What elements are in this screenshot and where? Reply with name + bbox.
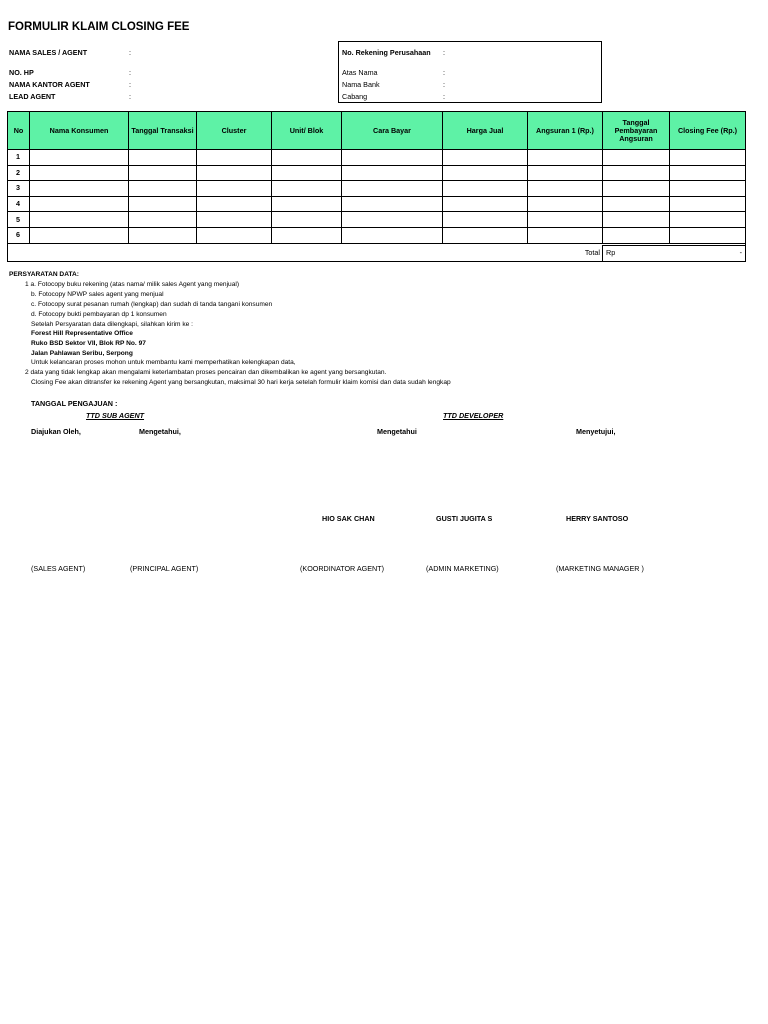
cell[interactable] xyxy=(528,181,603,197)
signer-name: GUSTI JUGITA S xyxy=(436,514,493,523)
cell[interactable] xyxy=(30,150,129,166)
row-number: 5 xyxy=(8,212,30,228)
requirements-heading: PERSYARATAN DATA: xyxy=(9,271,79,278)
requirement-item: 1 a. Fotocopy buku rekening (atas nama/ milik sales Agent yang menjual) xyxy=(25,281,240,288)
row-number: 2 xyxy=(8,165,30,181)
header-harga-jual: Harga Jual xyxy=(443,112,528,150)
signer-role: (SALES AGENT) xyxy=(31,564,86,573)
cell[interactable] xyxy=(272,181,342,197)
row-number: 1 xyxy=(8,150,30,166)
requirement-item: b. Fotocopy NPWP sales agent yang menjual xyxy=(31,291,164,298)
header-angsuran: Angsuran 1 (Rp.) xyxy=(528,112,603,150)
note-line: Untuk kelancaran proses mohon untuk membantu kami memperhatikan kelengkapan data, xyxy=(31,359,296,366)
cell[interactable] xyxy=(30,227,129,243)
address-line: Forest Hill Representative Office xyxy=(31,330,133,337)
field-label-lead-agent: LEAD AGENT xyxy=(9,92,56,101)
requirement-item: Setelah Persyaratan data dilengkapi, silahkan kirim ke : xyxy=(31,321,194,328)
cell[interactable] xyxy=(197,227,272,243)
cell[interactable] xyxy=(528,196,603,212)
table-row xyxy=(8,181,746,197)
field-colon: : xyxy=(443,68,445,77)
signer-role: (KOORDINATOR AGENT) xyxy=(300,564,384,573)
cell[interactable] xyxy=(342,165,443,181)
field-label-kantor-agent: NAMA KANTOR AGENT xyxy=(9,80,90,89)
field-label-no-hp: NO. HP xyxy=(9,68,34,77)
cell[interactable] xyxy=(528,227,603,243)
cell[interactable] xyxy=(603,150,670,166)
ttd-developer: TTD DEVELOPER xyxy=(443,411,504,420)
cell[interactable] xyxy=(129,150,197,166)
cell[interactable] xyxy=(342,227,443,243)
note-line: Closing Fee akan ditransfer ke rekening Agent yang bersangkutan, maksimal 30 hari kerja setelah formulir klaim komisi dan data sudah lengkap xyxy=(31,379,451,386)
cell[interactable] xyxy=(528,212,603,228)
total-cell xyxy=(603,245,746,261)
date-label: TANGGAL PENGAJUAN : xyxy=(31,399,118,408)
signer-role: (MARKETING MANAGER ) xyxy=(556,564,644,573)
cell[interactable] xyxy=(670,150,746,166)
field-colon: : xyxy=(443,92,445,101)
cell[interactable] xyxy=(670,181,746,197)
cell[interactable] xyxy=(670,196,746,212)
field-label-nama-bank: Nama Bank xyxy=(342,80,380,89)
field-colon: : xyxy=(129,68,131,77)
header-no: No xyxy=(8,112,30,150)
header-cluster: Cluster xyxy=(197,112,272,150)
table-total-row xyxy=(8,245,746,261)
table-row xyxy=(8,227,746,243)
cell[interactable] xyxy=(129,227,197,243)
mengetahui-label: Mengetahui xyxy=(377,427,417,436)
cell[interactable] xyxy=(528,150,603,166)
claim-table xyxy=(7,111,746,262)
signer-name: HERRY SANTOSO xyxy=(566,514,629,523)
row-number: 3 xyxy=(8,181,30,197)
cell[interactable] xyxy=(603,227,670,243)
signer-role: (ADMIN MARKETING) xyxy=(426,564,499,573)
cell[interactable] xyxy=(197,150,272,166)
cell[interactable] xyxy=(443,181,528,197)
cell[interactable] xyxy=(443,196,528,212)
cell[interactable] xyxy=(603,181,670,197)
cell[interactable] xyxy=(603,212,670,228)
cell[interactable] xyxy=(272,212,342,228)
header-nama-konsumen: Nama Konsumen xyxy=(30,112,129,150)
cell[interactable] xyxy=(603,165,670,181)
field-label-atas-nama: Atas Nama xyxy=(342,68,378,77)
cell[interactable] xyxy=(129,181,197,197)
cell[interactable] xyxy=(197,196,272,212)
field-label-rekening: No. Rekening Perusahaan xyxy=(342,48,431,57)
cell[interactable] xyxy=(197,181,272,197)
cell[interactable] xyxy=(272,227,342,243)
cell[interactable] xyxy=(30,196,129,212)
row-number: 6 xyxy=(8,227,30,243)
cell[interactable] xyxy=(443,150,528,166)
cell[interactable] xyxy=(30,165,129,181)
field-colon: : xyxy=(129,48,131,57)
cell[interactable] xyxy=(272,150,342,166)
cell[interactable] xyxy=(30,181,129,197)
field-label-sales-agent: NAMA SALES / AGENT xyxy=(9,48,88,57)
header-unit-blok: Unit/ Blok xyxy=(272,112,342,150)
cell[interactable] xyxy=(30,212,129,228)
field-colon: : xyxy=(443,48,445,57)
cell[interactable] xyxy=(603,196,670,212)
requirement-item: d. Fotocopy bukti pembayaran dp 1 konsumen xyxy=(31,311,167,318)
cell[interactable] xyxy=(342,212,443,228)
cell[interactable] xyxy=(443,212,528,228)
cell[interactable] xyxy=(342,181,443,197)
cell[interactable] xyxy=(443,227,528,243)
cell[interactable] xyxy=(129,196,197,212)
cell[interactable] xyxy=(197,212,272,228)
mengetahui-label: Mengetahui, xyxy=(139,427,181,436)
cell[interactable] xyxy=(670,165,746,181)
signer-name: HIO SAK CHAN xyxy=(322,514,375,523)
total-label: Total xyxy=(8,245,603,261)
address-line: Jalan Pahlawan Seribu, Serpong xyxy=(31,350,133,357)
header-tanggal-pembayaran: Tanggal Pembayaran Angsuran xyxy=(603,112,670,150)
cell[interactable] xyxy=(129,165,197,181)
cell[interactable] xyxy=(272,165,342,181)
cell[interactable] xyxy=(342,150,443,166)
form-title: FORMULIR KLAIM CLOSING FEE xyxy=(8,21,190,33)
cell[interactable] xyxy=(342,196,443,212)
table-row xyxy=(8,165,746,181)
address-line: Ruko BSD Sektor VII, Blok RP No. 97 xyxy=(31,340,146,347)
field-label-cabang: Cabang xyxy=(342,92,368,101)
header-tanggal-transaksi: Tanggal Transaksi xyxy=(129,112,197,150)
field-colon: : xyxy=(443,80,445,89)
total-currency: Rp xyxy=(606,248,616,258)
cell[interactable] xyxy=(197,165,272,181)
cell[interactable] xyxy=(443,165,528,181)
diajukan-label: Diajukan Oleh, xyxy=(31,427,81,436)
requirement-item: c. Fotocopy surat pesanan rumah (lengkap) dan sudah di tanda tangani konsumen xyxy=(31,301,273,308)
signer-role: (PRINCIPAL AGENT) xyxy=(130,564,199,573)
note-line: 2 data yang tidak lengkap akan mengalami keterlambatan proses pencairan dan dikembalikan ke agent yang bersangkutan. xyxy=(25,369,387,376)
cell[interactable] xyxy=(272,196,342,212)
menyetujui-label: Menyetujui, xyxy=(576,427,616,436)
row-number: 4 xyxy=(8,196,30,212)
cell[interactable] xyxy=(528,165,603,181)
header-cara-bayar: Cara Bayar xyxy=(342,112,443,150)
table-row xyxy=(8,150,746,166)
cell[interactable] xyxy=(670,227,746,243)
cell[interactable] xyxy=(129,212,197,228)
ttd-sub-agent: TTD SUB AGENT xyxy=(86,411,145,420)
table-row xyxy=(8,212,746,228)
table-header-row xyxy=(8,112,746,150)
header-closing-fee: Closing Fee (Rp.) xyxy=(670,112,746,150)
table-row xyxy=(8,196,746,212)
total-value: - xyxy=(739,248,742,258)
field-colon: : xyxy=(129,80,131,89)
field-colon: : xyxy=(129,92,131,101)
cell[interactable] xyxy=(670,212,746,228)
